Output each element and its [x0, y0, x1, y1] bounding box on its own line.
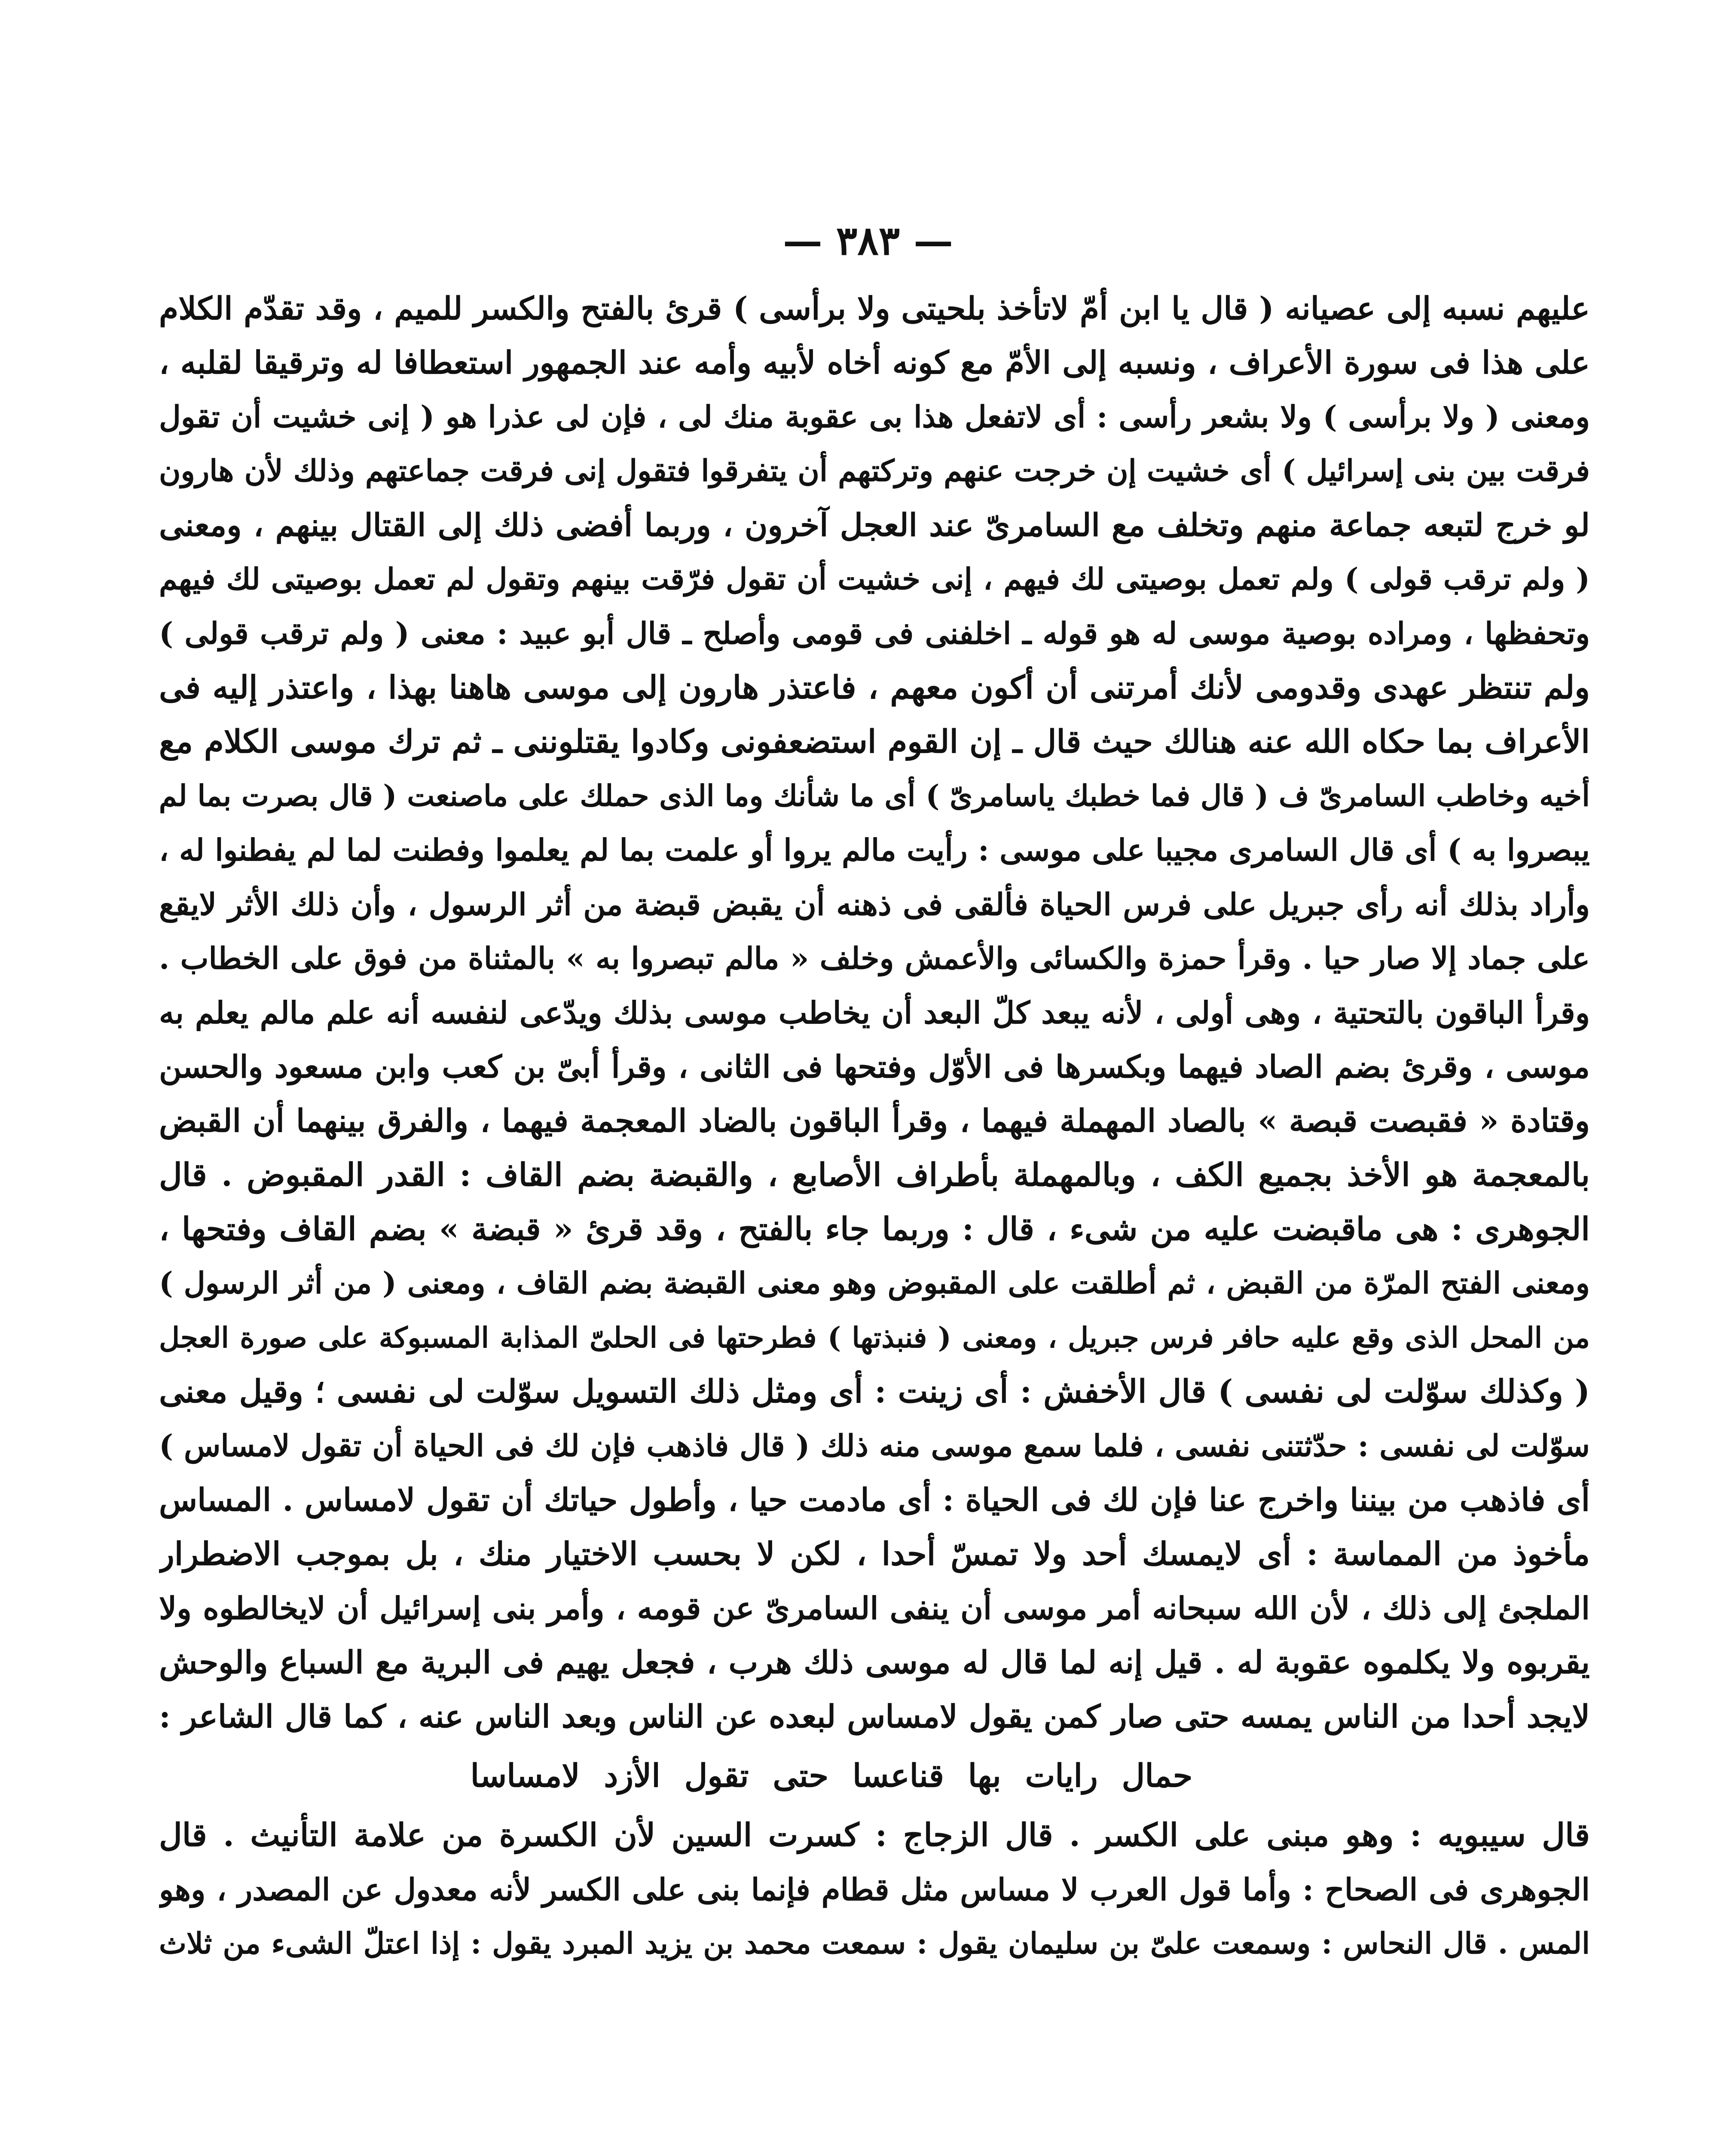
- text-line: موسى ، وقرئ بضم الصاد فيهما وبكسرها فى الأوّل وفتحها فى الثانى ، وقرأ أبىّ بن كعب وابن مسعود والحسن: [159, 1048, 1590, 1085]
- text-line: لو خرج لتبعه جماعة منهم وتخلف مع السامرىّ عند العجل آخرون ، وربما أفضى ذلك إلى القتال بينهم ، ومعنى: [159, 507, 1590, 544]
- body-text: [159, 282, 1590, 1971]
- text-line: قال سيبويه : وهو مبنى على الكسر . قال الزجاج : كسرت السين لأن الكسرة من علامة التأنيث . قال: [159, 1817, 1590, 1854]
- poem-verse: حمال رايات بها قناعسا حتى تقول الأزد لامساسا: [470, 1757, 1193, 1794]
- text-line: المس . قال النحاس : وسمعت علىّ بن سليمان يقول : سمعت محمد بن يزيد المبرد يقول : إذا اعتلّ الشىء من ثلاث: [159, 1926, 1590, 1961]
- page-number: — ٣٨٣ —: [782, 217, 954, 264]
- text-line: من المحل الذى وقع عليه حافر فرس جبريل ، ومعنى ( فنبذتها ) فطرحتها فى الحلىّ المذابة المسبوكة على صورة العجل: [159, 1321, 1590, 1354]
- text-line: الجوهرى فى الصحاح : وأما قول العرب لا مساس مثل قطام فإنما بنى على الكسر لأنه معدول عن المصدر ، وهو: [159, 1871, 1590, 1907]
- text-line: مأخوذ من المماسة : أى لايمسك أحد ولا تمسّ أحدا ، لكن لا بحسب الاختيار منك ، بل بموجب الاضطرار: [159, 1536, 1590, 1573]
- text-line: وتحفظها ، ومراده بوصية موسى له هو قوله ـ اخلفنى فى قومى وأصلح ـ قال أبو عبيد : معنى ( ولم ترقب قولى ): [159, 615, 1590, 651]
- text-line: سوّلت لى نفسى : حدّثتنى نفسى ، فلما سمع موسى منه ذلك ( قال فاذهب فإن لك فى الحياة أن تقول لامساس ): [159, 1428, 1590, 1463]
- text-line: الملجئ إلى ذلك ، لأن الله سبحانه أمر موسى أن ينفى السامرىّ عن قومه ، وأمر بنى إسرائيل أن لايخالطوه ولا: [159, 1590, 1590, 1626]
- text-line: يقربوه ولا يكلموه عقوبة له . قيل إنه لما قال له موسى ذلك هرب ، فجعل يهيم فى البرية مع السباع والوحش: [159, 1644, 1590, 1681]
- text-line: وقتادة « فقبصت قبصة » بالصاد المهملة فيهما ، وقرأ الباقون بالضاد المعجمة فيهما ، والفرق بينهما أن القبض: [159, 1102, 1590, 1139]
- text-line: ( ولم ترقب قولى ) ولم تعمل بوصيتى لك فيهم ، إنى خشيت أن تقول فرّقت بينهم وتقول لم تعمل بوصيتى لك فيهم: [159, 562, 1590, 597]
- text-line: بالمعجمة هو الأخذ بجميع الكف ، وبالمهملة بأطراف الأصابع ، والقبضة بضم القاف : القدر المقبوض . قال: [159, 1157, 1590, 1194]
- text-line: ومعنى الفتح المرّة من القبض ، ثم أطلقت على المقبوض وهو معنى القبضة بضم القاف ، ومعنى ( من أثر الرسول ): [159, 1266, 1590, 1301]
- text-line: فرقت بين بنى إسرائيل ) أى خشيت إن خرجت عنهم وتركتهم أن يتفرقوا فتقول إنى فرقت جماعتهم وذلك لأن هارون: [159, 453, 1590, 488]
- text-line: أخيه وخاطب السامرىّ ف ( قال فما خطبك ياسامرىّ ) أى ما شأنك وما الذى حملك على ماصنعت ( قال بصرت بما لم: [159, 779, 1590, 813]
- text-line: على هذا فى سورة الأعراف ، ونسبه إلى الأمّ مع كونه أخاه لأبيه وأمه عند الجمهور استعطافا له وترقيقا لقلبه ،: [159, 344, 1590, 381]
- text-line: ومعنى ( ولا برأسى ) ولا بشعر رأسى : أى لاتفعل هذا بى عقوبة منك لى ، فإن لى عذرا هو ( إنى خشيت أن تقول: [159, 399, 1590, 435]
- text-line: الجوهرى : هى ماقبضت عليه من شىء ، قال : وربما جاء بالفتح ، وقد قرئ « قبضة » بضم القاف وفتحها ،: [159, 1211, 1590, 1248]
- text-line: ( وكذلك سوّلت لى نفسى ) قال الأخفش : أى زينت : أى ومثل ذلك التسويل سوّلت لى نفسى ؛ وقيل معنى: [159, 1373, 1590, 1410]
- text-line: عليهم نسبه إلى عصيانه ( قال يا ابن أمّ لاتأخذ بلحيتى ولا برأسى ) قرئ بالفتح والكسر للميم ، وقد تقدّم الكلام: [159, 290, 1590, 327]
- text-line: على جماد إلا صار حيا . وقرأ حمزة والكسائى والأعمش وخلف « مالم تبصروا به » بالمثناة من فوق على الخطاب .: [159, 940, 1590, 976]
- text-line: الأعراف بما حكاه الله عنه هنالك حيث قال ـ إن القوم استضعفونى وكادوا يقتلوننى ـ ثم ترك موسى الكلام مع: [159, 723, 1590, 760]
- text-line: ولم تنتظر عهدى وقدومى لأنك أمرتنى أن أكون معهم ، فاعتذر هارون إلى موسى هاهنا بهذا ، واعتذر إليه فى: [159, 669, 1590, 706]
- text-line: يبصروا به ) أى قال السامرى مجيبا على موسى : رأيت مالم يروا أو علمت بما لم يعلموا وفطنت لما لم يفطنوا له ،: [159, 832, 1590, 868]
- text-line: وأراد بذلك أنه رأى جبريل على فرس الحياة فألقى فى ذهنه أن يقبض قبضة من أثر الرسول ، وأن ذلك الأثر لايقع: [159, 886, 1590, 922]
- text-line: أى فاذهب من بيننا واخرج عنا فإن لك فى الحياة : أى مادمت حيا ، وأطول حياتك أن تقول لامساس . المساس: [159, 1482, 1590, 1518]
- text-line: وقرأ الباقون بالتحتية ، وهى أولى ، لأنه يبعد كلّ البعد أن يخاطب موسى بذلك ويدّعى لنفسه أنه علم مالم يعلم به: [159, 995, 1590, 1031]
- text-line: لايجد أحدا من الناس يمسه حتى صار كمن يقول لامساس لبعده عن الناس وبعد الناس عنه ، كما قال الشاعر :: [159, 1698, 1590, 1735]
